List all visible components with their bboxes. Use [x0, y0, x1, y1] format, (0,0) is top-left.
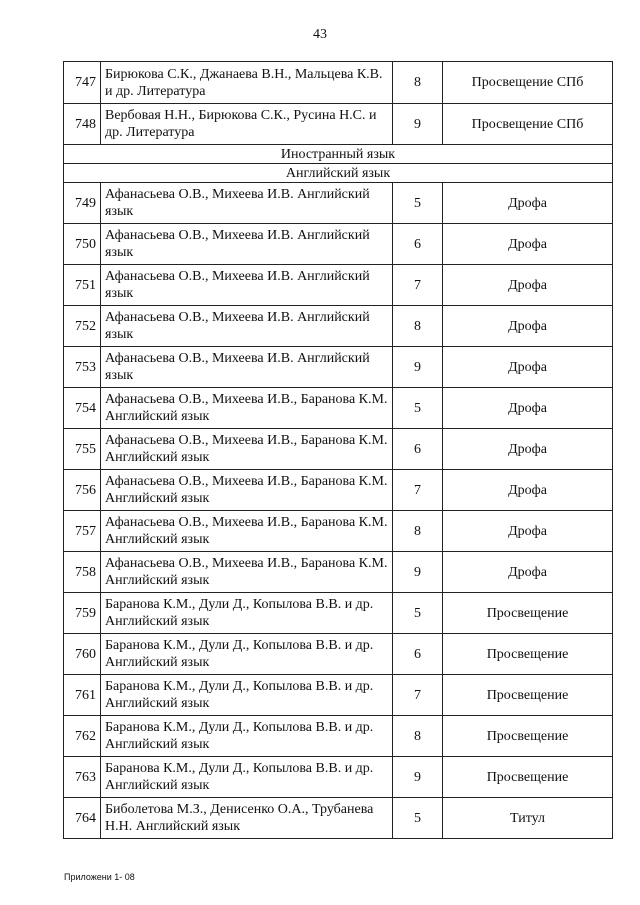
row-publisher: Дрофа [443, 470, 613, 511]
row-publisher: Дрофа [443, 429, 613, 470]
table-row [64, 511, 613, 552]
subsection-row [64, 164, 613, 183]
row-grade: 7 [393, 675, 443, 716]
row-publisher: Просвещение [443, 716, 613, 757]
table-row [64, 183, 613, 224]
row-publisher: Просвещение [443, 757, 613, 798]
row-publisher: Дрофа [443, 552, 613, 593]
row-authors: Афанасьева О.В., Михеева И.В. Английский язык [101, 306, 393, 347]
row-publisher: Просвещение СПб [443, 62, 613, 104]
table-row [64, 62, 613, 104]
row-number: 750 [64, 224, 101, 265]
row-grade: 6 [393, 429, 443, 470]
row-authors: Баранова К.М., Дули Д., Копылова В.В. и др. Английский язык [101, 757, 393, 798]
row-publisher: Просвещение [443, 675, 613, 716]
table-row [64, 675, 613, 716]
row-authors: Афанасьева О.В., Михеева И.В., Баранова К.М. Английский язык [101, 429, 393, 470]
row-authors: Баранова К.М., Дули Д., Копылова В.В. и др. Английский язык [101, 593, 393, 634]
page-number: 43 [313, 27, 327, 42]
row-publisher: Просвещение [443, 634, 613, 675]
row-grade: 6 [393, 634, 443, 675]
row-publisher: Дрофа [443, 388, 613, 429]
row-authors: Афанасьева О.В., Михеева И.В. Английский язык [101, 265, 393, 306]
row-number: 755 [64, 429, 101, 470]
row-grade: 9 [393, 347, 443, 388]
row-number: 753 [64, 347, 101, 388]
row-authors: Биболетова М.З., Денисенко О.А., Трубанева Н.Н. Английский язык [101, 798, 393, 839]
row-authors: Афанасьева О.В., Михеева И.В. Английский язык [101, 347, 393, 388]
row-number: 763 [64, 757, 101, 798]
table-row [64, 347, 613, 388]
table-row [64, 552, 613, 593]
row-grade: 9 [393, 552, 443, 593]
row-grade: 7 [393, 470, 443, 511]
row-authors: Афанасьева О.В., Михеева И.В., Баранова К.М. Английский язык [101, 470, 393, 511]
row-authors: Баранова К.М., Дули Д., Копылова В.В. и др. Английский язык [101, 675, 393, 716]
row-grade: 9 [393, 104, 443, 145]
row-publisher: Дрофа [443, 183, 613, 224]
table-body-main [64, 183, 613, 839]
row-authors: Афанасьева О.В., Михеева И.В. Английский язык [101, 183, 393, 224]
row-number: 747 [64, 62, 101, 104]
table-row [64, 429, 613, 470]
table-row [64, 104, 613, 145]
table-row [64, 757, 613, 798]
row-number: 764 [64, 798, 101, 839]
row-grade: 8 [393, 306, 443, 347]
table-row [64, 716, 613, 757]
table-body-top [64, 62, 613, 145]
section-title: Иностранный язык [64, 145, 613, 164]
row-grade: 5 [393, 593, 443, 634]
subsection-title: Английский язык [64, 164, 613, 183]
table-row [64, 306, 613, 347]
table-row [64, 634, 613, 675]
row-authors: Афанасьева О.В., Михеева И.В., Баранова К.М. Английский язык [101, 388, 393, 429]
row-number: 759 [64, 593, 101, 634]
row-grade: 7 [393, 265, 443, 306]
row-grade: 8 [393, 511, 443, 552]
footer-note: Приложени 1- 08 [64, 872, 135, 882]
table-row [64, 388, 613, 429]
row-publisher: Просвещение СПб [443, 104, 613, 145]
row-authors: Баранова К.М., Дули Д., Копылова В.В. и др. Английский язык [101, 634, 393, 675]
row-publisher: Дрофа [443, 224, 613, 265]
row-publisher: Титул [443, 798, 613, 839]
table-row [64, 593, 613, 634]
row-number: 751 [64, 265, 101, 306]
row-grade: 9 [393, 757, 443, 798]
row-number: 752 [64, 306, 101, 347]
row-number: 748 [64, 104, 101, 145]
table-row [64, 265, 613, 306]
row-authors: Баранова К.М., Дули Д., Копылова В.В. и др. Английский язык [101, 716, 393, 757]
section-headers [64, 145, 613, 183]
row-grade: 5 [393, 388, 443, 429]
row-grade: 5 [393, 798, 443, 839]
row-number: 754 [64, 388, 101, 429]
row-number: 749 [64, 183, 101, 224]
row-publisher: Просвещение [443, 593, 613, 634]
row-publisher: Дрофа [443, 265, 613, 306]
table-row [64, 224, 613, 265]
row-number: 762 [64, 716, 101, 757]
row-number: 757 [64, 511, 101, 552]
row-publisher: Дрофа [443, 306, 613, 347]
row-authors: Афанасьева О.В., Михеева И.В., Баранова К.М. Английский язык [101, 511, 393, 552]
row-authors: Афанасьева О.В., Михеева И.В., Баранова К.М. Английский язык [101, 552, 393, 593]
table-row [64, 470, 613, 511]
row-authors: Вербовая Н.Н., Бирюкова С.К., Русина Н.С. и др. Литература [101, 104, 393, 145]
row-number: 760 [64, 634, 101, 675]
row-publisher: Дрофа [443, 347, 613, 388]
section-row [64, 145, 613, 164]
row-grade: 8 [393, 62, 443, 104]
row-grade: 6 [393, 224, 443, 265]
textbook-table [63, 61, 613, 839]
row-number: 761 [64, 675, 101, 716]
row-authors: Бирюкова С.К., Джанаева В.Н., Мальцева К.В. и др. Литература [101, 62, 393, 104]
row-number: 758 [64, 552, 101, 593]
row-authors: Афанасьева О.В., Михеева И.В. Английский язык [101, 224, 393, 265]
table-row [64, 798, 613, 839]
row-number: 756 [64, 470, 101, 511]
row-grade: 8 [393, 716, 443, 757]
row-publisher: Дрофа [443, 511, 613, 552]
row-grade: 5 [393, 183, 443, 224]
